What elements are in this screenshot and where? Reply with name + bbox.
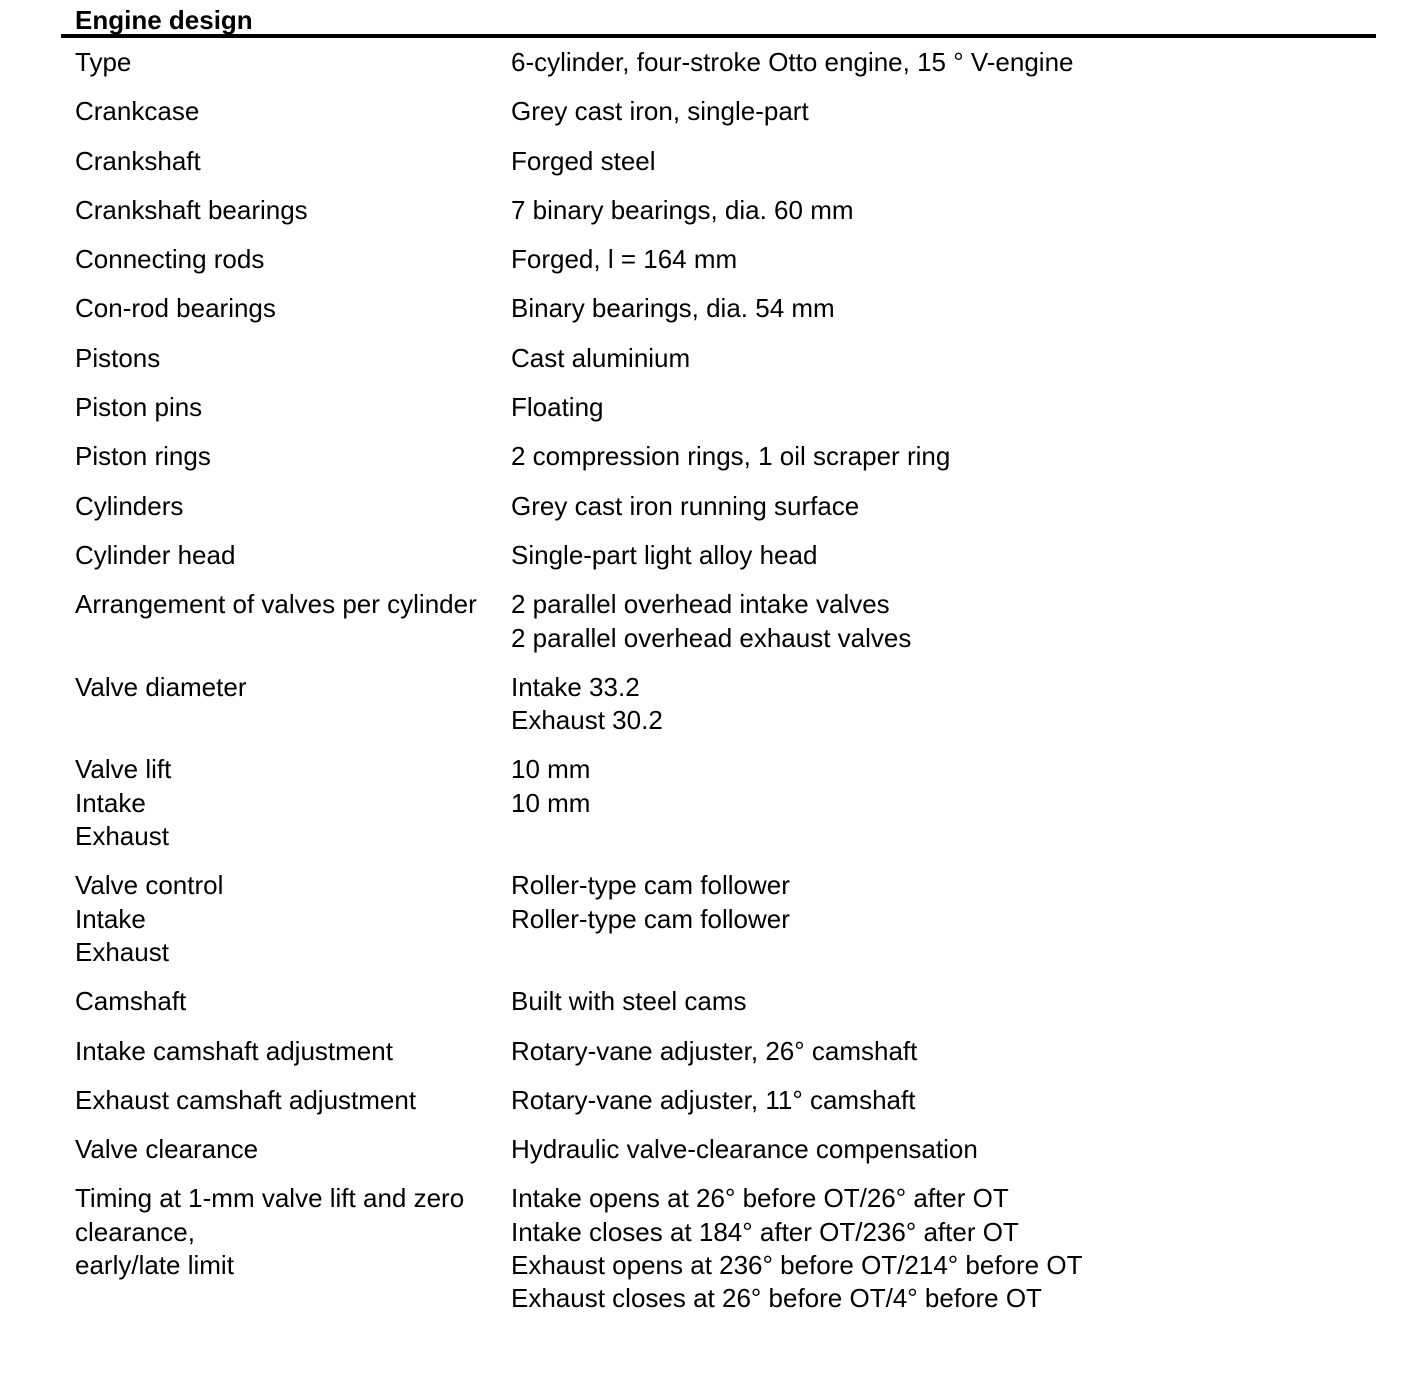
spec-label-line: Cylinders xyxy=(75,490,184,521)
spec-label-line: Camshaft xyxy=(75,986,187,1017)
spec-label-line: Intake xyxy=(75,903,146,934)
spec-label-line: Piston rings xyxy=(75,441,211,472)
spec-value-line: Forged, l = 164 mm xyxy=(511,244,738,275)
spec-value-line: Single-part light alloy head xyxy=(511,539,818,570)
spec-label xyxy=(61,539,511,572)
spec-label-line: Con-rod bearings xyxy=(75,293,276,324)
spec-label xyxy=(61,46,511,79)
spec-label-line: Timing at 1-mm valve lift and zero xyxy=(75,1183,465,1214)
table-row xyxy=(61,671,1376,738)
spec-value-line: 10 mm xyxy=(511,754,591,785)
spec-value-line: Floating xyxy=(511,392,604,423)
spec-value-line: 2 compression rings, 1 oil scraper ring xyxy=(511,441,951,472)
table-row xyxy=(61,1182,1376,1315)
spec-value-line: Intake closes at 184° after OT/236° after OT xyxy=(511,1216,1019,1247)
spec-value-line: Forged steel xyxy=(511,145,656,176)
spec-label xyxy=(61,869,511,969)
spec-label-line: Valve clearance xyxy=(75,1134,259,1165)
table-row xyxy=(61,46,1376,79)
spec-label xyxy=(61,243,511,276)
spec-label-line: Exhaust xyxy=(75,821,169,852)
spec-label-line: Arrangement of valves per cylinder xyxy=(75,589,477,620)
table-row xyxy=(61,1035,1376,1068)
spec-value xyxy=(511,671,1376,738)
spec-value-line: Grey cast iron running surface xyxy=(511,490,860,521)
spec-value xyxy=(511,539,1376,572)
table-row xyxy=(61,490,1376,523)
spec-label-line: Exhaust xyxy=(75,936,169,967)
table-row xyxy=(61,194,1376,227)
spec-value xyxy=(511,1035,1376,1068)
spec-table xyxy=(61,46,1376,1316)
spec-label-line: Valve diameter xyxy=(75,671,247,702)
spec-value xyxy=(511,753,1376,853)
spec-label xyxy=(61,1035,511,1068)
spec-label-line: Crankcase xyxy=(75,96,200,127)
spec-label xyxy=(61,342,511,375)
spec-label xyxy=(61,1182,511,1315)
spec-value xyxy=(511,1084,1376,1117)
spec-label xyxy=(61,1084,511,1117)
spec-label-line: clearance, xyxy=(75,1216,195,1247)
spec-value xyxy=(511,440,1376,473)
spec-label xyxy=(61,490,511,523)
spec-label-line: Valve control xyxy=(75,870,224,901)
spec-value xyxy=(511,985,1376,1018)
section-title: Engine design xyxy=(61,0,1376,38)
spec-value xyxy=(511,1133,1376,1166)
table-row xyxy=(61,1084,1376,1117)
spec-value-line: Binary bearings, dia. 54 mm xyxy=(511,293,835,324)
spec-label-line: Cylinder head xyxy=(75,539,236,570)
spec-label xyxy=(61,588,511,655)
spec-value-line: 10 mm xyxy=(511,787,591,818)
spec-label-line: Valve lift xyxy=(75,754,172,785)
spec-label-line: Exhaust camshaft adjustment xyxy=(75,1084,417,1115)
spec-label xyxy=(61,391,511,424)
spec-value xyxy=(511,588,1376,655)
spec-label-line: Intake camshaft adjustment xyxy=(75,1035,393,1066)
spec-label xyxy=(61,194,511,227)
spec-label-line: early/late limit xyxy=(75,1250,234,1281)
spec-label xyxy=(61,292,511,325)
spec-value-line: Roller-type cam follower xyxy=(511,903,790,934)
spec-value-line: Exhaust closes at 26° before OT/4° before OT xyxy=(511,1283,1042,1314)
spec-label xyxy=(61,671,511,738)
spec-label-line: Type xyxy=(75,47,132,77)
spec-value xyxy=(511,243,1376,276)
table-row xyxy=(61,869,1376,969)
spec-label xyxy=(61,95,511,128)
spec-value-line: Rotary-vane adjuster, 11° camshaft xyxy=(511,1084,916,1115)
spec-value xyxy=(511,490,1376,523)
spec-label-line: Intake xyxy=(75,787,146,818)
spec-value xyxy=(511,95,1376,128)
spec-value-line: Exhaust 30.2 xyxy=(511,705,663,736)
spec-value-line: Roller-type cam follower xyxy=(511,870,790,901)
table-row xyxy=(61,391,1376,424)
spec-value-line: Grey cast iron, single-part xyxy=(511,96,809,127)
spec-value-line: Rotary-vane adjuster, 26° camshaft xyxy=(511,1035,918,1066)
spec-value xyxy=(511,46,1376,79)
spec-label-line: Connecting rods xyxy=(75,244,265,275)
spec-label-line: Piston pins xyxy=(75,392,203,423)
spec-value xyxy=(511,292,1376,325)
table-row xyxy=(61,145,1376,178)
spec-value xyxy=(511,391,1376,424)
table-row xyxy=(61,985,1376,1018)
spec-label xyxy=(61,985,511,1018)
spec-label-line: Crankshaft xyxy=(75,145,201,176)
table-row xyxy=(61,588,1376,655)
table-row xyxy=(61,95,1376,128)
spec-value-line: Exhaust opens at 236° before OT/214° before OT xyxy=(511,1250,1083,1281)
spec-value-line: Hydraulic valve-clearance compensation xyxy=(511,1134,978,1165)
spec-label xyxy=(61,753,511,853)
spec-value xyxy=(511,342,1376,375)
table-row xyxy=(61,539,1376,572)
spec-value-line: Cast aluminium xyxy=(511,342,691,373)
spec-value xyxy=(511,145,1376,178)
spec-value-line: Intake 33.2 xyxy=(511,671,640,702)
table-row xyxy=(61,1133,1376,1166)
spec-label xyxy=(61,440,511,473)
spec-value xyxy=(511,1182,1376,1315)
spec-value-line: 2 parallel overhead intake valves xyxy=(511,589,890,620)
spec-value-line: Intake opens at 26° before OT/26° after OT xyxy=(511,1183,1009,1214)
spec-value xyxy=(511,869,1376,969)
spec-label-line: Pistons xyxy=(75,342,161,373)
spec-label xyxy=(61,145,511,178)
spec-label xyxy=(61,1133,511,1166)
table-row xyxy=(61,243,1376,276)
table-row xyxy=(61,753,1376,853)
spec-value xyxy=(511,194,1376,227)
spec-value-line: Built with steel cams xyxy=(511,986,747,1017)
table-row xyxy=(61,292,1376,325)
spec-label-line: Crankshaft bearings xyxy=(75,194,308,225)
table-row xyxy=(61,440,1376,473)
spec-value-line: 6-cylinder, four-stroke Otto engine, 15 ° V-engine xyxy=(511,47,1074,77)
spec-value-line: 7 binary bearings, dia. 60 mm xyxy=(511,194,854,225)
spec-value-line: 2 parallel overhead exhaust valves xyxy=(511,622,912,653)
document-page xyxy=(61,0,1376,1332)
table-row xyxy=(61,342,1376,375)
